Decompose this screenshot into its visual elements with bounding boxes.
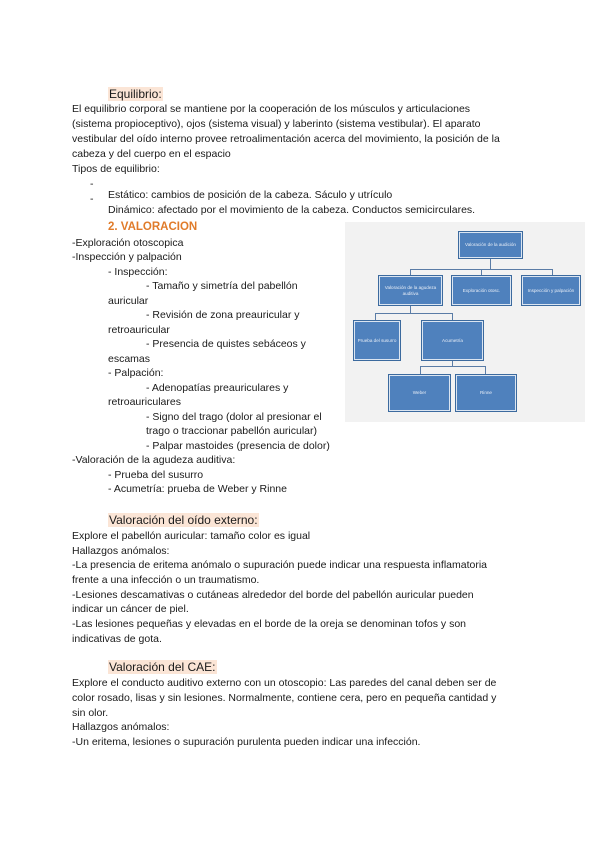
oido-externo-line: indicar un cáncer de piel. [72,603,189,615]
diagram-box-susurro: Prueba del susurro [353,320,401,361]
connector-line [375,313,453,314]
valoracion-diagram [345,222,585,422]
equilibrio-line: cabeza y del cuerpo en el espacio [72,148,231,160]
bullet-dash: - [90,193,94,205]
connector-line [420,366,421,374]
cae-line: -Un eritema, lesiones o supuración purulenta pueden indicar una infección. [72,736,421,748]
cae-line: Hallazgos anómalos: [72,721,170,733]
diagram-box-rinne: Rinne [455,374,517,412]
oido-externo-line: indicativas de gota. [72,633,162,645]
equilibrio-line: El equilibrio corporal se mantiene por la cooperación de los músculos y articulaciones [72,103,471,115]
cae-line: Explore el conducto auditivo externo con un otoscopio: Las paredes del canal deben ser de [72,677,497,689]
equilibrio-line: (sistema propioceptivo), ojos (sistema visual) y laberinto (sistema vestibular). El aparato [72,118,481,130]
diagram-box-acumetria: Acumetría [421,320,484,361]
oido-externo-line: -Lesiones descamativas o cutáneas alrededor del borde del pabellón auricular pueden [72,589,474,601]
connector-line [420,366,486,367]
connector-line [375,313,376,320]
valoracion-line: retroauricular [108,324,170,336]
diagram-box-inspeccion: Inspección y palpación [521,275,581,306]
oido-externo-line: Explore el pabellón auricular: tamaño color es igual [72,530,311,542]
cae-line: color rosado, lisas y sin lesiones. Normalmente, contiene cera, pero en pequeña cantidad y [72,692,497,704]
valoracion-line: - Inspección: [108,266,168,278]
equilibrio-line: Tipos de equilibrio: [72,163,160,175]
oido-externo-line: frente a una infección o un traumatismo. [72,574,260,586]
oido-externo-line: -La presencia de eritema anómalo o supuración puede indicar una respuesta inflamatoria [72,559,488,571]
oido-externo-line: Hallazgos anómalos: [72,545,170,557]
valoracion-line: - Palpar mastoides (presencia de dolor) [146,440,330,452]
valoracion-line: - Signo del trago (dolor al presionar el [146,411,322,423]
cae-title: Valoración del CAE: [109,660,216,674]
connector-line [485,366,486,374]
valoracion-line: - Acumetría: prueba de Weber y Rinne [108,483,287,495]
equilibrio-bullet: Estático: cambios de posición de la cabeza. Sáculo y utrículo [108,188,393,201]
connector-line [410,306,411,313]
valoracion-line: - Prueba del susurro [108,469,204,481]
oido-externo-title: Valoración del oído externo: [109,513,258,527]
cae-line: sin olor. [72,707,109,719]
equilibrio-bullet: Dinámico: afectado por el movimiento de la cabeza. Conductos semicirculares. [108,203,476,216]
valoracion-line: - Revisión de zona preauricular y [146,309,300,321]
valoracion-line: -Exploración otoscopica [72,237,184,249]
valoracion-line: - Adenopatías preauriculares y [146,382,289,394]
valoracion-line: retroauriculares [108,396,181,408]
valoracion-title: 2. VALORACION [108,221,198,233]
equilibrio-title: Equilibrio: [109,87,162,101]
connector-line [452,313,453,320]
valoracion-line: -Inspección y palpación [72,251,182,263]
diagram-box-exploracion: Exploración otosc. [451,275,512,306]
valoracion-line: escamas [108,353,151,365]
valoracion-line: - Presencia de quistes sebáceos y [146,338,306,350]
diagram-box-agudeza: Valoración de la agudeza auditiva [378,275,443,306]
bullet-dash: - [90,178,94,190]
valoracion-line: - Palpación: [108,367,164,379]
diagram-root-box: Valoración de la audición [458,231,523,259]
connector-line [490,259,491,269]
valoracion-line: - Tamaño y simetría del pabellón [146,280,298,292]
valoracion-line: auricular [108,295,149,307]
valoracion-line: -Valoración de la agudeza auditiva: [72,454,236,466]
diagram-box-weber: Weber [388,374,451,412]
valoracion-line: trago o traccionar pabellón auricular) [146,425,318,437]
equilibrio-line: vestibular del oído interno provee retroalimentación acerca del movimiento, la posición de la [72,133,500,145]
oido-externo-line: -Las lesiones pequeñas y elevadas en el borde de la oreja se denominan tofos y son [72,618,467,630]
